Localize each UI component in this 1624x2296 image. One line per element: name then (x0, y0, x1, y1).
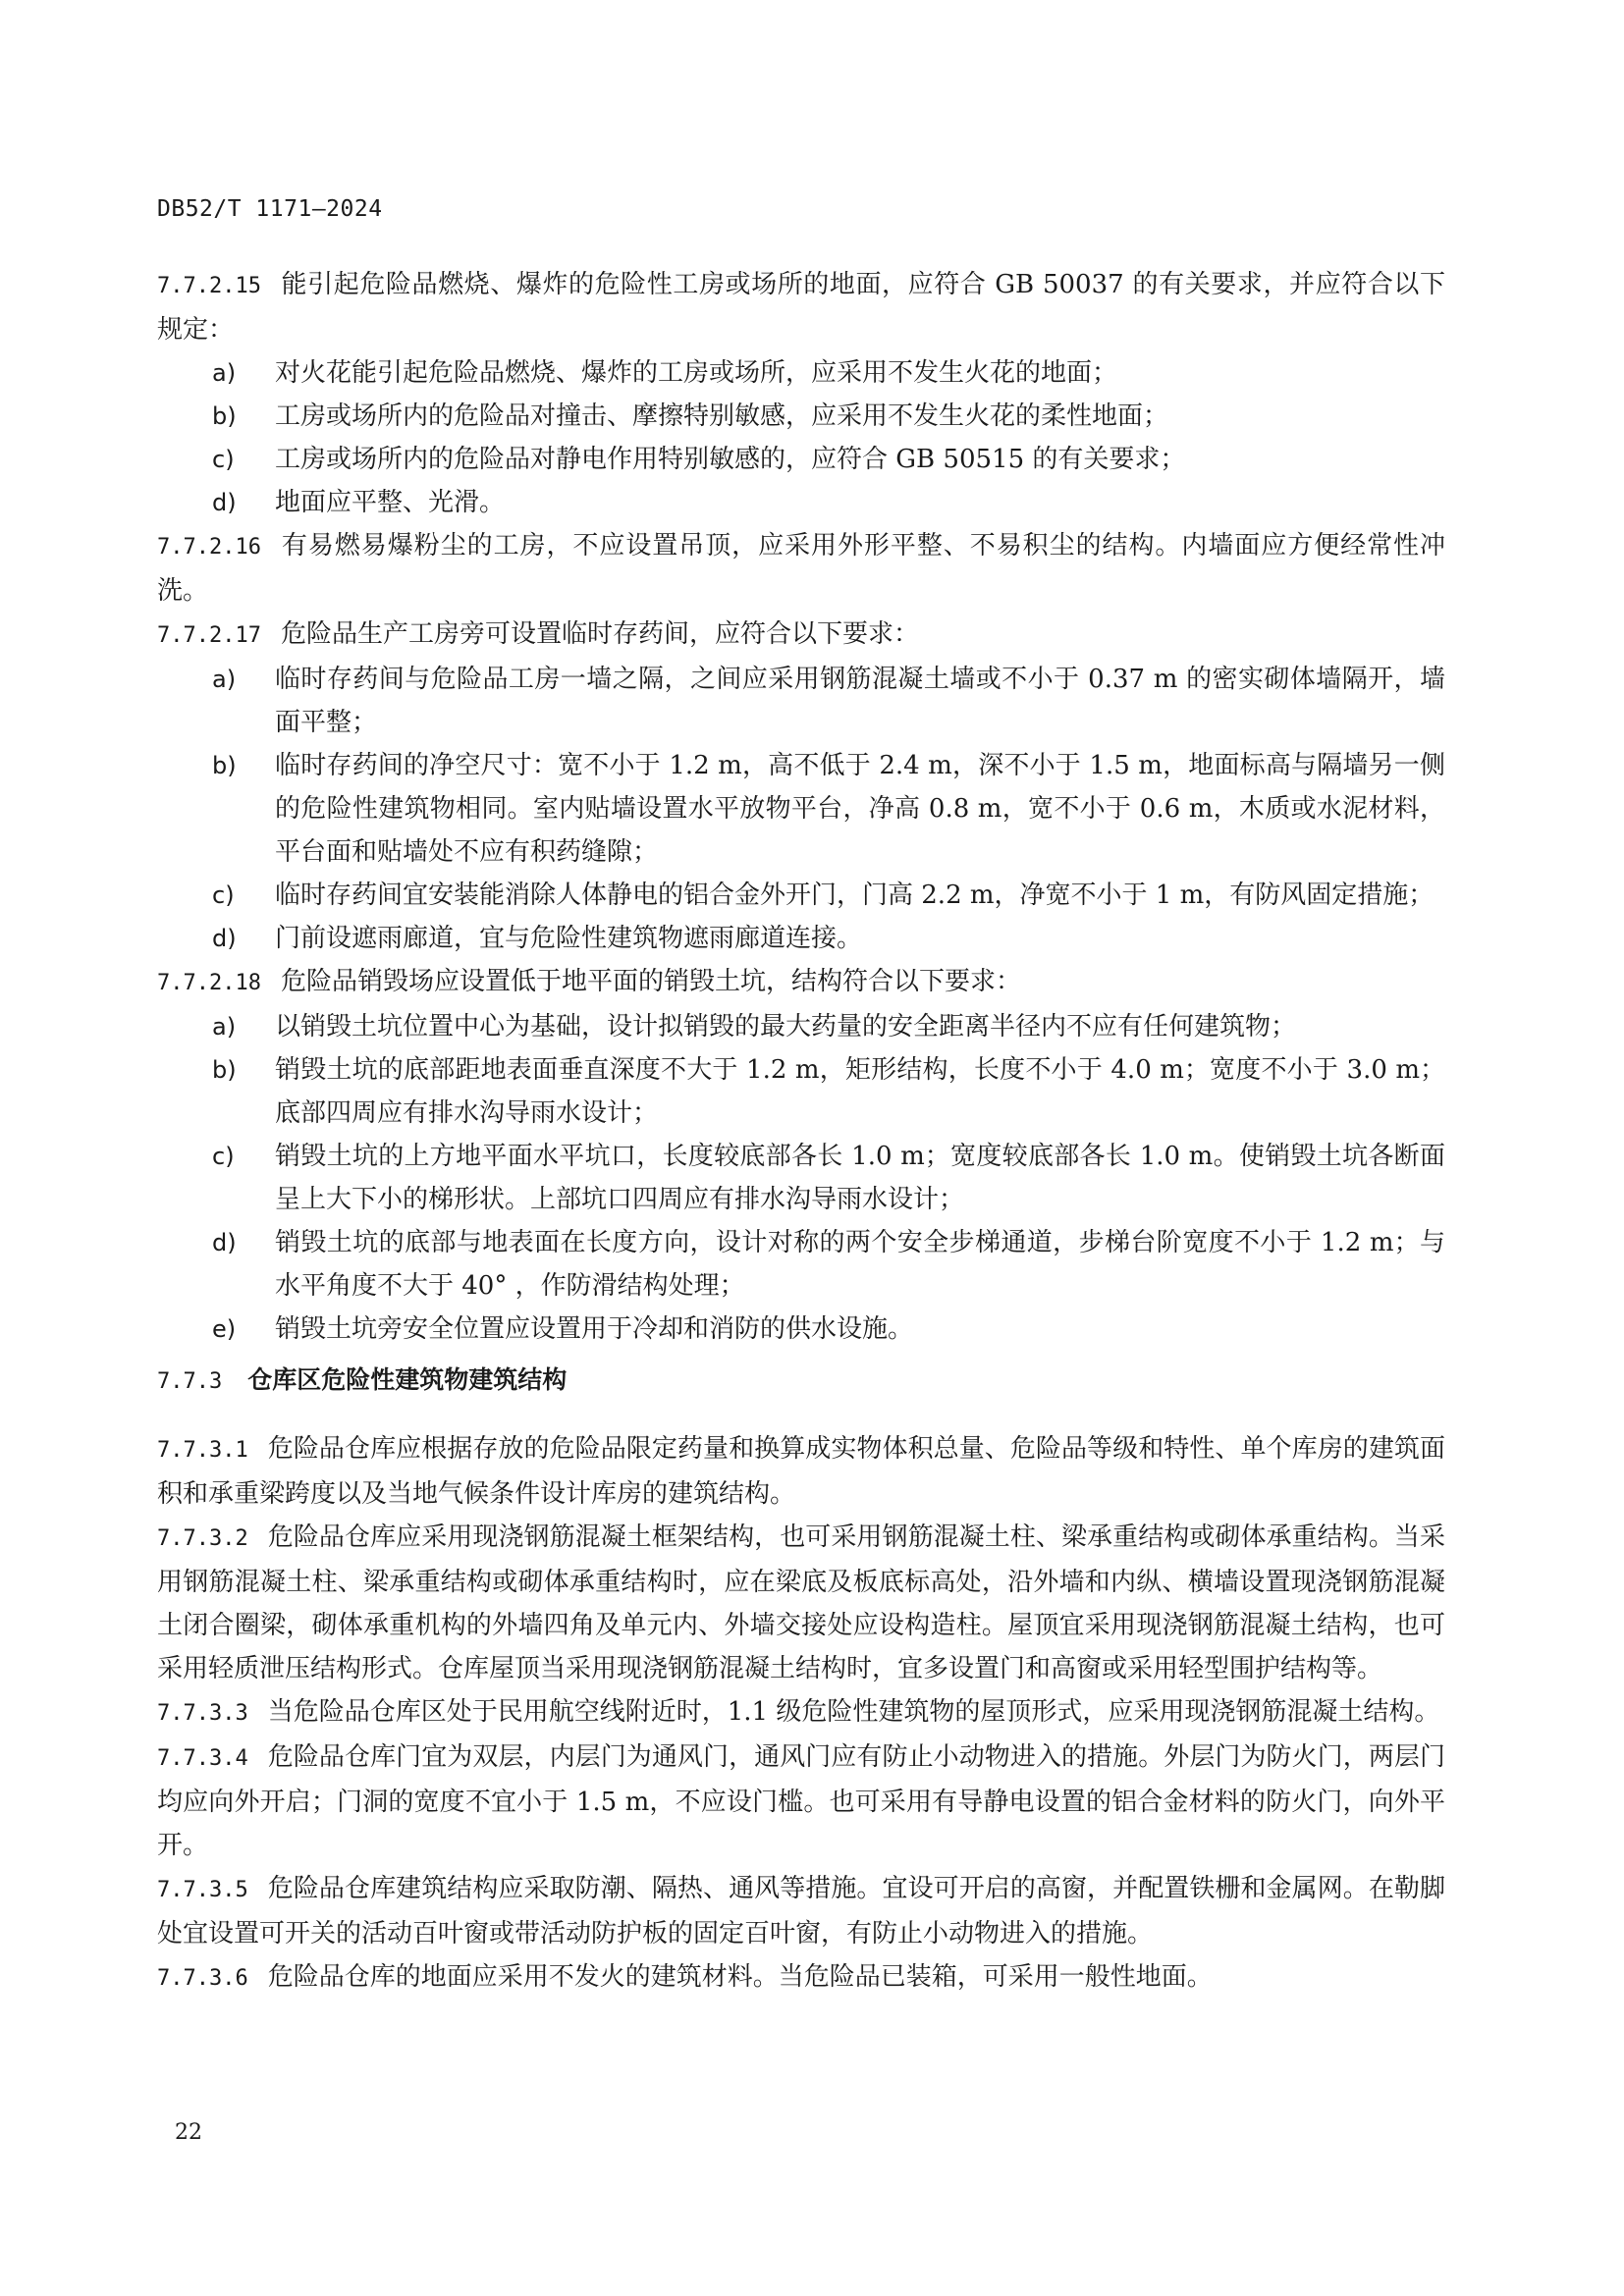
list-label: c) (212, 881, 235, 909)
list-item (157, 744, 1445, 874)
clause-7-7-2-17 (157, 613, 1445, 658)
list-text: 销毁土坑的上方地平面水平坑口，长度较底部各长 1.0 m；宽度较底部各长 1.0 m。使销毁土坑各断面呈上大下小的梯形状。上部坑口四周应有排水沟导雨水设计； (275, 1142, 1445, 1214)
clause-number: 7.7.3.3 (157, 1701, 248, 1726)
clause-text: 危险品仓库应根据存放的危险品限定药量和换算成实物体积总量、危险品等级和特性、单个库房的建筑面积和承重梁跨度以及当地气候条件设计库房的建筑结构。 (157, 1434, 1445, 1509)
list-item (157, 1221, 1445, 1308)
clause-number: 7.7.2.18 (157, 971, 261, 995)
clause-7-7-2-18 (157, 960, 1445, 1005)
clause-text: 有易燃易爆粉尘的工房，不应设置吊顶，应采用外形平整、不易积尘的结构。内墙面应方便经常性冲洗。 (157, 531, 1445, 606)
list-item (157, 351, 1445, 395)
list-label: d) (212, 1229, 237, 1256)
clause-7-7-3-1 (157, 1427, 1445, 1516)
clause-text: 危险品仓库建筑结构应采取防潮、隔热、通风等措施。宜设可开启的高窗，并配置铁栅和金属网。在勒脚处宜设置可开关的活动百叶窗或带活动防护板的固定百叶窗，有防止小动物进入的措施。 (157, 1874, 1445, 1949)
list-label: a) (212, 359, 237, 387)
clause-7-7-3-2 (157, 1516, 1445, 1690)
clause-text: 危险品仓库门宜为双层，内层门为通风门，通风门应有防止小动物进入的措施。外层门为防火门，两层门均应向外开启；门洞的宽度不宜小于 1.5 m，不应设门槛。也可采用有导静电设置的铝合金材料的防火门，向外平开。 (157, 1742, 1445, 1860)
list-text: 工房或场所内的危险品对静电作用特别敏感的，应符合 GB 50515 的有关要求； (275, 445, 1186, 474)
clause-7-7-3-4 (157, 1735, 1445, 1867)
list-label: d) (212, 925, 237, 952)
list-text: 以销毁土坑位置中心为基础，设计拟销毁的最大药量的安全距离半径内不应有任何建筑物； (275, 1012, 1297, 1041)
list-item (157, 1005, 1445, 1048)
list-text: 临时存药间的净空尺寸：宽不小于 1.2 m，高不低于 2.4 m，深不小于 1.5 m，地面标高与隔墙另一侧的危险性建筑物相同。室内贴墙设置水平放物平台，净高 0.8 m，宽不小于 0.6 m，木质或水泥材料，平台面和贴墙处不应有积药缝隙； (275, 751, 1445, 867)
list-text: 临时存药间宜安装能消除人体静电的铝合金外开门，门高 2.2 m，净宽不小于 1 m，有防风固定措施； (275, 881, 1435, 910)
list-label: b) (212, 1056, 237, 1084)
clause-text: 危险品仓库的地面应采用不发火的建筑材料。当危险品已装箱，可采用一般性地面。 (267, 1962, 1213, 1992)
clause-number: 7.7.3.4 (157, 1746, 248, 1771)
section-number: 7.7.3 (157, 1369, 223, 1394)
list-item (157, 658, 1445, 744)
clause-number: 7.7.3.6 (157, 1966, 248, 1991)
section-title: 仓库区危险性建筑物建筑结构 (247, 1365, 568, 1394)
clause-7-7-3-5 (157, 1867, 1445, 1955)
list-text: 销毁土坑的底部与地表面在长度方向，设计对称的两个安全步梯通道，步梯台阶宽度不小于 1.2 m；与水平角度不大于 40° ，作防滑结构处理； (275, 1228, 1445, 1301)
clause-text: 当危险品仓库区处于民用航空线附近时，1.1 级危险性建筑物的屋顶形式，应采用现浇钢筋混凝土结构。 (267, 1697, 1440, 1727)
list-label: a) (212, 1013, 237, 1041)
list-text: 工房或场所内的危险品对撞击、摩擦特别敏感，应采用不发生火花的柔性地面； (275, 401, 1169, 431)
list-text: 销毁土坑的底部距地表面垂直深度不大于 1.2 m，矩形结构，长度不小于 4.0 m；宽度不小于 3.0 m；底部四周应有排水沟导雨水设计； (275, 1055, 1445, 1128)
page-number: 22 (175, 2120, 202, 2145)
list-label: a) (212, 666, 237, 693)
clause-text: 危险品销毁场应设置低于地平面的销毁土坑，结构符合以下要求： (280, 967, 1021, 996)
clause-number: 7.7.2.17 (157, 623, 261, 648)
clause-7-7-2-15 (157, 263, 1445, 351)
list-label: b) (212, 402, 237, 430)
list-label: b) (212, 752, 237, 779)
clause-number: 7.7.2.15 (157, 274, 261, 298)
clause-text: 能引起危险品燃烧、爆炸的危险性工房或场所的地面，应符合 GB 50037 的有关要求，并应符合以下规定： (157, 270, 1445, 345)
clause-number: 7.7.2.16 (157, 535, 261, 560)
section-heading-7-7-3 (157, 1357, 1445, 1406)
list-item (157, 481, 1445, 524)
list-item (157, 1308, 1445, 1351)
list-item (157, 395, 1445, 438)
document-code-header: DB52/T 1171—2024 (157, 196, 383, 222)
list-item (157, 874, 1445, 917)
list-text: 门前设遮雨廊道，宜与危险性建筑物遮雨廊道连接。 (275, 924, 863, 953)
clause-number: 7.7.3.1 (157, 1438, 248, 1463)
list-text: 对火花能引起危险品燃烧、爆炸的工房或场所，应采用不发生火花的地面； (275, 358, 1118, 388)
list-text: 销毁土坑旁安全位置应设置用于冷却和消防的供水设施。 (275, 1314, 914, 1344)
list-item (157, 917, 1445, 960)
clause-text: 危险品生产工房旁可设置临时存药间，应符合以下要求： (280, 619, 919, 649)
list-label: c) (212, 1143, 235, 1170)
list-item (157, 1048, 1445, 1135)
list-item (157, 438, 1445, 481)
clause-7-7-3-6 (157, 1955, 1445, 2001)
list-text: 地面应平整、光滑。 (275, 488, 506, 517)
list-label: c) (212, 446, 235, 473)
list-item (157, 1135, 1445, 1221)
clause-text: 危险品仓库应采用现浇钢筋混凝土框架结构，也可采用钢筋混凝土柱、梁承重结构或砌体承重结构。当采用钢筋混凝土柱、梁承重结构或砌体承重结构时，应在梁底及板底标高处，沿外墙和内纵、横墙设置现浇钢筋混凝土闭合圈梁，砌体承重机构的外墙四角及单元内、外墙交接处应设构造柱。屋顶宜采用现浇钢筋混凝土结构，也可采用轻质泄压结构形式。仓库屋顶当采用现浇钢筋混凝土结构时，宜多设置门和高窗或采用轻型围护结构等。 (157, 1522, 1445, 1683)
list-label: d) (212, 489, 237, 516)
page-content (157, 263, 1445, 2001)
list-text: 临时存药间与危险品工房一墙之隔，之间应采用钢筋混凝土墙或不小于 0.37 m 的密实砌体墙隔开，墙面平整； (275, 665, 1445, 737)
clause-7-7-2-16 (157, 524, 1445, 613)
list-label: e) (212, 1315, 237, 1343)
clause-number: 7.7.3.2 (157, 1526, 248, 1551)
clause-number: 7.7.3.5 (157, 1878, 248, 1902)
clause-7-7-3-3 (157, 1690, 1445, 1735)
